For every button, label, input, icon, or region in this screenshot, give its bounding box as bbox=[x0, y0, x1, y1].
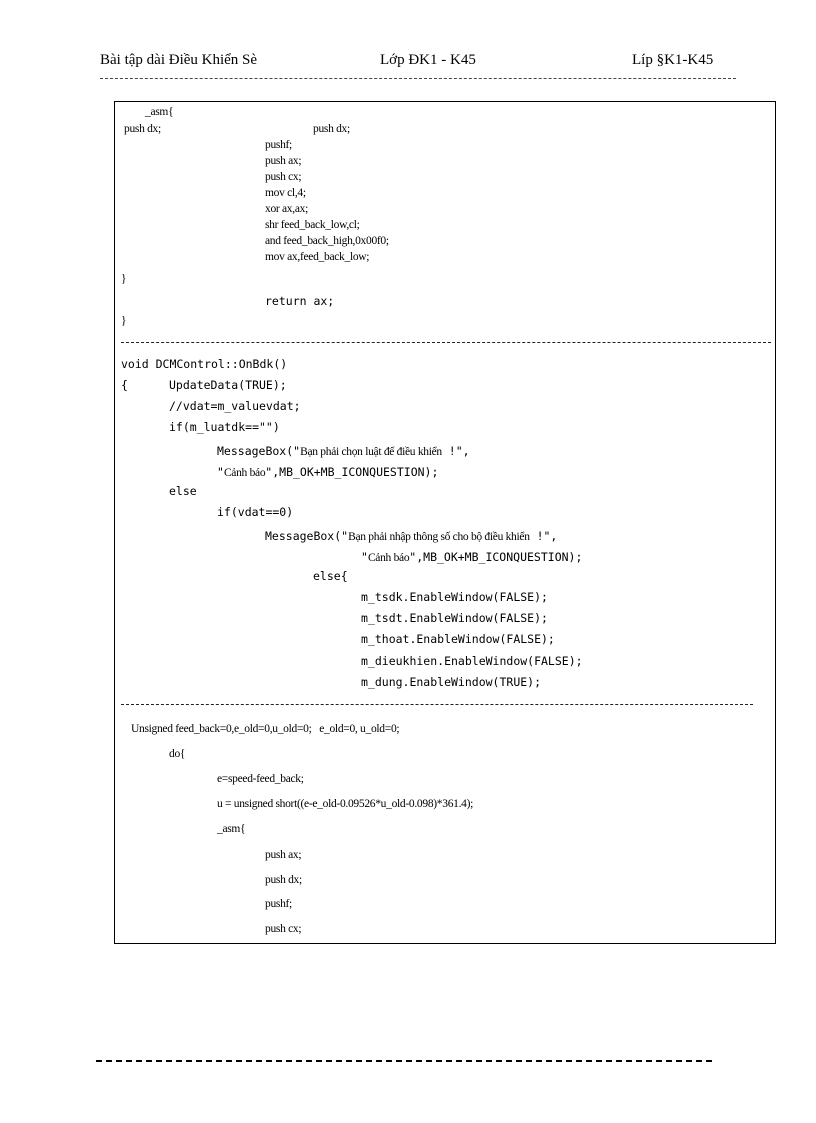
code-line: mov ax,feed_back_low; bbox=[265, 251, 370, 263]
code-line: return ax; bbox=[265, 294, 335, 308]
code-line: m_tsdt.EnableWindow(FALSE); bbox=[361, 611, 548, 625]
code-line: UpdateData(TRUE); bbox=[169, 378, 287, 392]
code-line: _asm{ bbox=[145, 106, 174, 118]
code-line: shr feed_back_low,cl; bbox=[265, 219, 360, 231]
code-line: e=speed-feed_back; bbox=[217, 773, 304, 785]
code-line: //vdat=m_valuevdat; bbox=[169, 399, 301, 413]
code-line: push cx; bbox=[265, 923, 302, 935]
code-line: else{ bbox=[313, 569, 348, 583]
code-line: MessageBox("Bạn phải chọn luật để điều khiển !", bbox=[217, 444, 470, 458]
code-line: void DCMControl::OnBdk() bbox=[121, 357, 288, 371]
code-line: push dx; bbox=[313, 123, 350, 135]
code-separator bbox=[121, 704, 753, 705]
code-line: m_thoat.EnableWindow(FALSE); bbox=[361, 632, 555, 646]
code-line: m_tsdk.EnableWindow(FALSE); bbox=[361, 590, 548, 604]
code-line: "Cảnh báo",MB_OK+MB_ICONQUESTION); bbox=[217, 465, 439, 479]
code-line: m_dung.EnableWindow(TRUE); bbox=[361, 675, 542, 689]
code-line: mov cl,4; bbox=[265, 187, 306, 199]
code-separator bbox=[121, 342, 771, 343]
code-line: and feed_back_high,0x00f0; bbox=[265, 235, 389, 247]
code-line: "Cảnh báo",MB_OK+MB_ICONQUESTION); bbox=[361, 550, 583, 564]
footer-divider bbox=[96, 1060, 712, 1062]
code-line: } bbox=[121, 315, 127, 327]
code-line: else bbox=[169, 484, 197, 498]
header-left: Bài tập dài Điều Khiển Sè bbox=[100, 52, 258, 68]
code-line: { bbox=[121, 378, 128, 392]
code-line: xor ax,ax; bbox=[265, 203, 308, 215]
code-line: pushf; bbox=[265, 898, 292, 910]
code-box bbox=[114, 101, 776, 944]
code-line: do{ bbox=[169, 748, 186, 760]
code-line: push ax; bbox=[265, 849, 302, 861]
code-line: MessageBox("Bạn phải nhập thông số cho bộ điều khiển !", bbox=[265, 529, 558, 543]
header-right: Líp §K1-K45 bbox=[632, 52, 714, 68]
header-divider bbox=[100, 78, 736, 79]
header-center: Lớp ĐK1 - K45 bbox=[380, 52, 476, 68]
code-line: if(vdat==0) bbox=[217, 505, 294, 519]
code-line: u = unsigned short((e-e_old-0.09526*u_old-0.098)*361.4); bbox=[217, 798, 474, 810]
code-line: pushf; bbox=[265, 139, 292, 151]
code-line: push dx; bbox=[124, 123, 161, 135]
code-line: } bbox=[121, 273, 127, 285]
code-line: if(m_luatdk=="") bbox=[169, 420, 280, 434]
code-line: push ax; bbox=[265, 155, 302, 167]
code-line: _asm{ bbox=[217, 823, 246, 835]
code-line: push cx; bbox=[265, 171, 302, 183]
code-line: m_dieukhien.EnableWindow(FALSE); bbox=[361, 654, 583, 668]
code-line: Unsigned feed_back=0,e_old=0,u_old=0; e_old=0, u_old=0; bbox=[131, 723, 400, 735]
code-line: push dx; bbox=[265, 874, 302, 886]
